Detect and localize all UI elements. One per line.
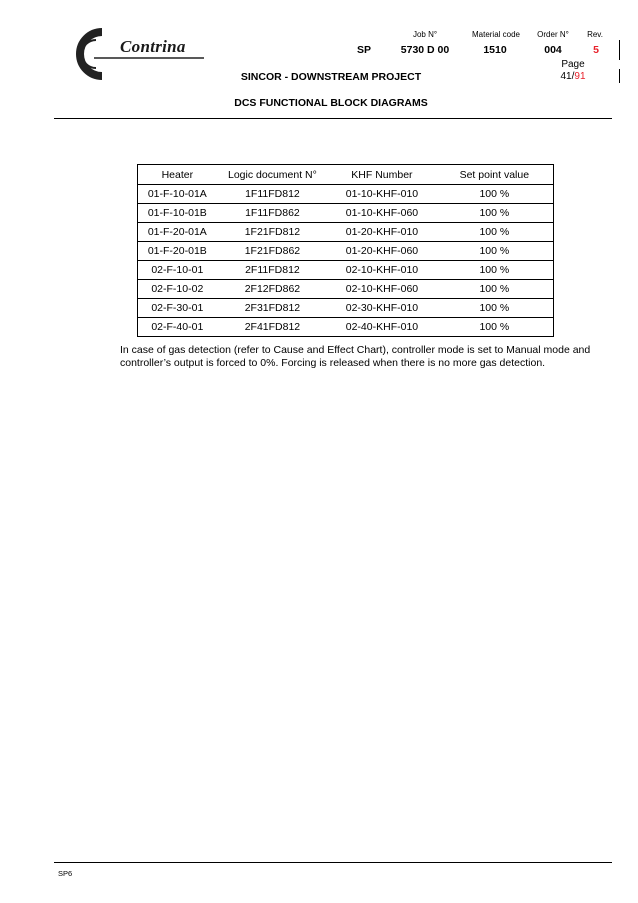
table-cell: 100 %: [436, 261, 554, 280]
table-cell: 01-10-KHF-010: [328, 185, 435, 204]
revision-bar: [619, 40, 620, 60]
table-cell: 02-10-KHF-010: [328, 261, 435, 280]
table-cell: 01-20-KHF-060: [328, 242, 435, 261]
table-cell: 01-F-10-01B: [138, 204, 217, 223]
revision-number: 5: [593, 44, 599, 56]
material-code-label: Material code: [471, 30, 521, 39]
table-cell: 100 %: [436, 318, 554, 337]
table-cell: 1F21FD812: [217, 223, 329, 242]
table-cell: 01-F-20-01B: [138, 242, 217, 261]
page-label: Page: [561, 59, 585, 70]
revision-label: Rev.: [587, 30, 603, 39]
table-row: [138, 223, 554, 242]
table-cell: 1F11FD862: [217, 204, 329, 223]
order-number: 004: [544, 44, 562, 56]
table-cell: 100 %: [436, 185, 554, 204]
table-cell: 100 %: [436, 299, 554, 318]
document-title: DCS FUNCTIONAL BLOCK DIAGRAMS: [234, 97, 428, 109]
header-rule: [54, 118, 612, 119]
page-number: [560, 71, 585, 82]
table-cell: 01-F-20-01A: [138, 223, 217, 242]
table-cell: 2F11FD812: [217, 261, 329, 280]
table-cell: 2F41FD812: [217, 318, 329, 337]
heater-setpoint-table: [137, 164, 554, 337]
table-row: [138, 280, 554, 299]
table-row: [138, 318, 554, 337]
column-header-logic-document: Logic document N°: [217, 165, 329, 185]
table-cell: 02-10-KHF-060: [328, 280, 435, 299]
table-cell: 02-F-40-01: [138, 318, 217, 337]
table-cell: 100 %: [436, 280, 554, 299]
table-row: [138, 299, 554, 318]
column-header-set-point: Set point value: [436, 165, 554, 185]
job-number: 5730 D 00: [400, 44, 450, 56]
page-current: 41/: [560, 71, 575, 82]
table-cell: 100 %: [436, 223, 554, 242]
footer-code: SP6: [58, 869, 73, 878]
logo-text: Contrina: [120, 37, 186, 56]
table-cell: 2F12FD862: [217, 280, 329, 299]
table-cell: 01-F-10-01A: [138, 185, 217, 204]
footer-rule: [54, 862, 612, 863]
sp-code: SP: [356, 44, 372, 56]
column-header-heater: Heater: [138, 165, 217, 185]
table-cell: 02-F-30-01: [138, 299, 217, 318]
gas-detection-note: In case of gas detection (refer to Cause and Effect Chart), controller mode is set to Manual mode and controller’s output is forced to 0%. Forcing is released when there is no more gas detection.: [120, 344, 591, 369]
page-total: 91: [574, 71, 586, 82]
table-row: [138, 242, 554, 261]
table-header-row: [138, 165, 554, 185]
revision-bar: [619, 69, 620, 83]
table-cell: 02-40-KHF-010: [328, 318, 435, 337]
order-number-label: Order N°: [537, 30, 569, 39]
project-title: SINCOR - DOWNSTREAM PROJECT: [240, 71, 422, 83]
column-header-khf-number: KHF Number: [328, 165, 435, 185]
table-cell: 01-20-KHF-010: [328, 223, 435, 242]
table-cell: 01-10-KHF-060: [328, 204, 435, 223]
table-cell: 02-F-10-01: [138, 261, 217, 280]
material-code: 1510: [483, 44, 507, 56]
table-cell: 2F31FD812: [217, 299, 329, 318]
table-cell: 02-30-KHF-010: [328, 299, 435, 318]
table-cell: 1F21FD862: [217, 242, 329, 261]
table-cell: 02-F-10-02: [138, 280, 217, 299]
table-row: [138, 261, 554, 280]
job-number-label: Job N°: [412, 30, 438, 39]
table-row: [138, 185, 554, 204]
table-cell: 100 %: [436, 204, 554, 223]
table-cell: 1F11FD812: [217, 185, 329, 204]
table-row: [138, 204, 554, 223]
company-logo: [62, 26, 204, 82]
table-cell: 100 %: [436, 242, 554, 261]
